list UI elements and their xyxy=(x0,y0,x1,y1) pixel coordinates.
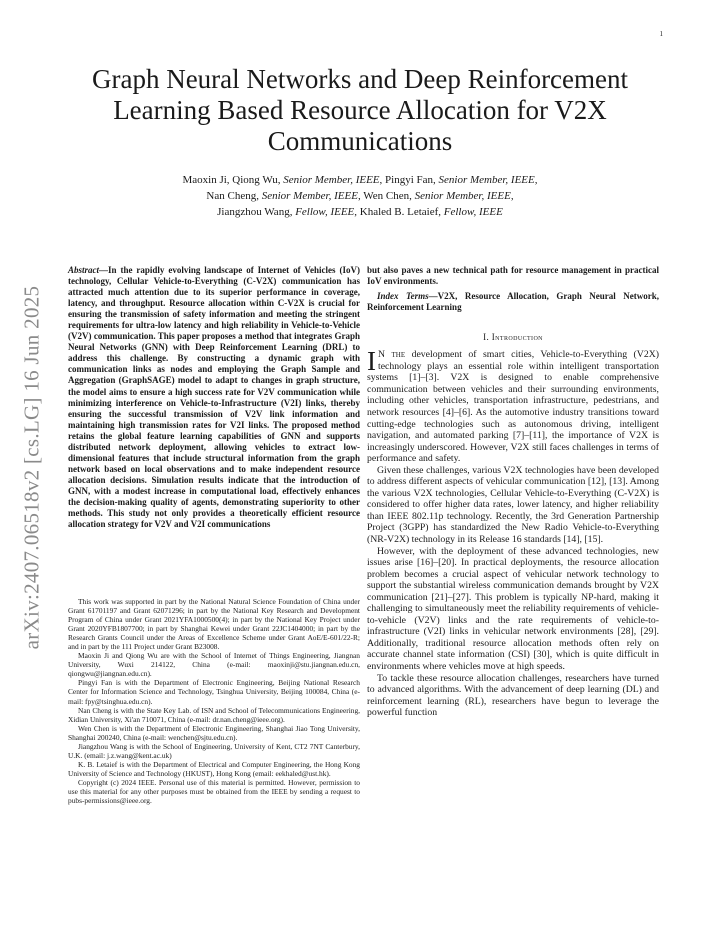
paper-title: Graph Neural Networks and Deep Reinforcement Learning Based Resource Allocation for V2X Communications xyxy=(91,64,629,156)
left-column xyxy=(68,265,360,530)
footnote-affiliation: K. B. Letaief is with the Department of Electrical and Computer Engineering, the Hong Kong University of Science and Technology (HKUST), Hong Kong (email: eekhaled@ust.hk). xyxy=(68,759,360,778)
author-line: Maoxin Ji, Qiong Wu, Senior Member, IEEE, Pingyi Fan, Senior Member, IEEE, xyxy=(182,174,538,186)
abstract-continuation: but also paves a new technical path for resource management in practical IoV environments. xyxy=(367,265,659,287)
drop-cap: I xyxy=(367,346,376,377)
footnote-funding: This work was supported in part by the National Natural Science Foundation of China under Grant 61701197 and Grant 62071296; in part by the National Key Research and Development Program of China under Grant 2021YFA1000500(4); in part by the National Key Project under Grant 2020YFB1807700; in part by Shanghai Kewei under Grant 22JC1404000; in part by the Research Grants Council under the Areas of Excellence Scheme under Grant AoE/E-601/22-R; and in part by the 111 Project under Grant B23008. xyxy=(68,597,360,652)
footnote-affiliation: Maoxin Ji and Qiong Wu are with the School of Internet of Things Engineering, Jiangnan University, Wuxi 214122, China (e-mail: maoxinji@stu.jiangnan.edu.cn, qiongwu@jiangnan.edu.cn). xyxy=(68,651,360,679)
author-list xyxy=(110,172,610,220)
index-terms-text: —V2X, Resource Allocation, Graph Neural Network, Reinforcement Learning xyxy=(367,291,659,313)
page-number: 1 xyxy=(659,30,663,38)
index-terms-label: Index Terms xyxy=(377,291,429,302)
paragraph: Given these challenges, various V2X technologies have been developed to address different aspects of vehicular communication [12], [13]. Among the various V2X technologies, Cellular Vehicle-to-Everything (C-V2X) is considered to offer higher data rates, lower latency, and higher reliability than IEEE 802.11p technology. Recently, the 3rd Generation Partnership Project (3GPP) has standardized the New Radio Vehicle-to-Everything (NR-V2X) technology in its Release 16 standards [14], [15]. xyxy=(367,464,659,545)
section-number: I. xyxy=(483,332,490,343)
footnote-copyright: Copyright (c) 2024 IEEE. Personal use of this material is permitted. However, permission to use this material for any other purposes must be obtained from the IEEE by sending a request to pubs-permissions@ieee.org. xyxy=(68,777,360,806)
index-terms xyxy=(367,291,659,313)
footnote-affiliation: Jiangzhou Wang is with the School of Engineering, University of Kent, CT2 7NT Canterbury, U.K. (email: j.z.wang@kent.ac.uk) xyxy=(68,741,360,760)
lead-in-caps: N the xyxy=(378,349,406,361)
author-line: Nan Cheng, Senior Member, IEEE, Wen Chen, Senior Member, IEEE, xyxy=(206,190,514,202)
section-heading xyxy=(367,332,659,343)
footnote-affiliation: Nan Cheng is with the State Key Lab. of ISN and School of Telecommunications Engineering, Xidian University, Xi'an 710071, China (e-mail: dr.nan.cheng@ieee.org). xyxy=(68,705,360,724)
paragraph: However, with the deployment of these advanced technologies, new issues arise [16]–[20]. In practical deployments, the resource allocation problem becomes a crucial aspect of vehicular network technology to support the substantial wireless communication demands brought by V2X communication [21]–[27]. This problem is typically NP-hard, making it challenging to simultaneously meet the reliability requirements of vehicle-to-vehicle (V2V) links and the rate requirements of vehicle-to-infrastructure (V2I) links in vehicular network environments [28], [29]. Additionally, traditional resource allocation methods often rely on accurate channel state information (CSI) [30], which is quite difficult in environments where vehicles move at high speeds. xyxy=(367,545,659,672)
abstract-label: Abstract xyxy=(68,265,100,275)
abstract xyxy=(68,265,360,530)
paragraph: I N the development of smart cities, Vehicle-to-Everything (V2X) technology plays an essential role within intelligent transportation systems [1]–[3]. V2X is designed to enable comprehensive communication between vehicles and their surrounding environments, including other vehicles, transportation infrastructure, pedestrians, and network resources [4]–[6]. As the automotive industry transitions toward cutting-edge technologies such as autonomous driving, intelligent navigation, and automated parking [7]–[11], the importance of V2X is increasingly underscored. However, V2X still faces challenges in terms of performance and safety. xyxy=(367,346,659,465)
arxiv-identifier-text: arXiv:2407.06518v2 [cs.LG] 16 Jun 2025 xyxy=(19,285,44,649)
paragraph: To tackle these resource allocation challenges, researchers have turned to advanced algorithms. With the advancement of deep learning (DL) and reinforcement learning (RL), researchers have begun to leverage the powerful function xyxy=(367,672,659,719)
section-title: Introduction xyxy=(491,332,543,343)
author-line: Jiangzhou Wang, Fellow, IEEE, Khaled B. Letaief, Fellow, IEEE xyxy=(217,206,503,218)
introduction-body xyxy=(367,346,659,719)
abstract-text: —In the rapidly evolving landscape of Internet of Vehicles (IoV) technology, Cellular Vehicle-to-Everything (C-V2X) communication has attracted much attention due to its superior performance in coverage, latency, and throughput. Resource allocation within C-V2X is crucial for ensuring the transmission of safety information and meeting the stringent requirements for ultra-low latency and high reliability in Vehicle-to-Vehicle (V2V) communication. This paper proposes a method that integrates Graph Neural Networks (GNN) with Deep Reinforcement Learning (DRL) to address this challenge. By constructing a dynamic graph with communication links as nodes and employing the Graph Sample and Aggregation (GraphSAGE) model to adapt to changes in graph structure, the model aims to ensure a high success rate for V2V communication while minimizing interference on Vehicle-to-Infrastructure (V2I) links, thereby ensuring the successful transmission of V2V link information and maintaining high transmission rates for V2I links. The proposed method retains the global feature learning capabilities of GNN and supports distributed network deployment, allowing vehicles to extract low-dimensional features that include structural information from the graph network based on local observations and to make independent resource allocation decisions. Simulation results indicate that the introduction of GNN, with a modest increase in computational load, effectively enhances the decision-making quality of agents, demonstrating superiority to other methods. This study not only provides a theoretically efficient resource allocation strategy for V2V and V2I communications xyxy=(68,265,360,530)
footnotes xyxy=(68,597,360,805)
footnote-affiliation: Pingyi Fan is with the Department of Electronic Engineering, Beijing National Research Center for Information Science and Technology, Tsinghua University, Beijing 100084, China (e-mail: fpy@tsinghua.edu.cn). xyxy=(68,678,360,706)
right-column xyxy=(367,265,659,719)
arxiv-identifier xyxy=(18,262,46,672)
footnote-affiliation: Wen Chen is with the Department of Electronic Engineering, Shanghai Jiao Tong University, Shanghai 200240, China (e-mail: wenchen@sjtu.edu.cn). xyxy=(68,723,360,742)
